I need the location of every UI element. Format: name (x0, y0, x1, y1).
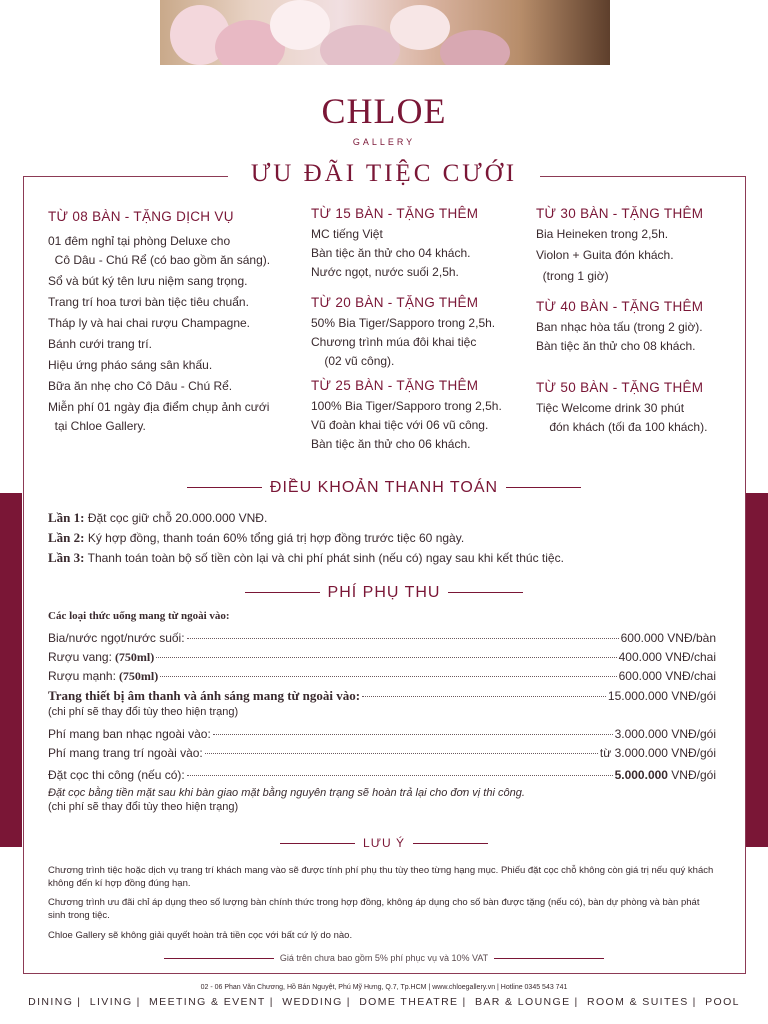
offer-col-08 (48, 207, 270, 436)
payment-text: Ký hợp đồng, thanh toán 60% tổng giá trị hợp đồng trước tiệc 60 ngày. (87, 531, 465, 545)
offer-item: Miễn phí 01 ngày địa điểm chụp ảnh cưới (48, 400, 270, 414)
footer-nav: DINING | LIVING | MEETING & EVENT | WEDDING | DOME THEATRE | BAR & LOUNGE | ROOM & SUITES | POOL (28, 996, 740, 1008)
offer-item: 01 đêm nghỉ tại phòng Deluxe cho (48, 234, 231, 248)
nav-room-suites[interactable]: ROOM & SUITES (586, 996, 689, 1008)
offer-col-3 (536, 204, 707, 437)
payment-row (48, 510, 267, 526)
divider (280, 843, 355, 844)
payment-row (48, 530, 464, 546)
offer-item: (02 vũ công). (311, 354, 395, 368)
offer-col-2 (311, 204, 502, 454)
notes-title-text: LƯU Ý (363, 836, 405, 850)
fee-row (48, 669, 716, 684)
fee-label: Bia/nước ngọt/nước suối: (48, 631, 185, 645)
drinks-heading: Các loại thức uống mang từ ngoài vào: (48, 610, 230, 622)
fee-value: 600.000 VNĐ/bàn (620, 631, 716, 645)
equip-note: (chi phí sẽ thay đổi tùy theo hiện trạng) (48, 706, 239, 718)
offer-item: Nước ngọt, nước suối 2,5h. (311, 265, 459, 279)
page-title: ƯU ĐÃI TIỆC CƯỚI (228, 160, 540, 188)
deposit-note: Đặt cọc bằng tiền mặt sau khi bàn giao mặt bằng nguyên trạng sẽ hoàn trả lại cho đơn vị thi công. (48, 787, 525, 799)
offer-item: Bữa ăn nhẹ cho Cô Dâu - Chú Rể. (48, 379, 233, 393)
offer-item: Vũ đoàn khai tiệc với 06 vũ công. (311, 418, 489, 432)
fee-row (48, 768, 716, 782)
payment-text: Đặt cọc giữ chỗ 20.000.000 VNĐ. (87, 511, 268, 525)
offer-item: Tháp ly và hai chai rượu Champagne. (48, 316, 251, 330)
nav-dining[interactable]: DINING (28, 996, 74, 1008)
divider (164, 958, 274, 959)
offer-head: TỪ 08 BÀN - TẶNG DỊCH VỤ (48, 209, 234, 224)
fees-section-title (0, 584, 768, 602)
dot-leader (156, 657, 616, 658)
offer-item: Bàn tiệc ăn thử cho 04 khách. (311, 246, 471, 260)
nav-wedding[interactable]: WEDDING (282, 996, 343, 1008)
brand-subtitle: GALLERY (352, 137, 416, 147)
offer-item: Bia Heineken trong 2,5h. (536, 227, 669, 241)
payment-row (48, 550, 564, 566)
offer-item: Tiệc Welcome drink 30 phút (536, 401, 685, 415)
payment-section-title (0, 479, 768, 497)
payment-label: Lần 3: (48, 550, 85, 565)
note-item: Chloe Gallery sẽ không giải quyết hoàn trả tiền cọc với bất cứ lý do nào. (48, 930, 353, 941)
fee-label: Rượu mạnh: (48, 669, 116, 683)
fee-label: Phí mang ban nhạc ngoài vào: (48, 727, 211, 741)
fee-value-unit: VNĐ/gói (667, 768, 716, 782)
payment-label: Lần 1: (48, 510, 85, 525)
fee-row (48, 631, 716, 645)
offer-head: TỪ 25 BÀN - TẶNG THÊM (311, 378, 479, 393)
offer-item: MC tiếng Việt (311, 227, 383, 241)
fee-value-amount: 5.000.000 (614, 768, 668, 782)
dot-leader (362, 696, 606, 697)
dot-leader (205, 753, 598, 754)
fees-title-text: PHÍ PHỤ THU (327, 584, 441, 601)
nav-meeting-event[interactable]: MEETING & EVENT (149, 996, 266, 1008)
nav-bar-lounge[interactable]: BAR & LOUNGE (474, 996, 571, 1008)
offer-item: Bàn tiệc ăn thử cho 08 khách. (536, 339, 696, 353)
left-maroon-band (0, 493, 22, 847)
fee-label: Rượu vang: (48, 650, 112, 664)
fee-volume: (750ml) (118, 669, 159, 683)
divider (413, 843, 488, 844)
offer-head: TỪ 15 BÀN - TẶNG THÊM (311, 206, 479, 221)
divider (448, 592, 523, 593)
offer-head: TỪ 50 BÀN - TẶNG THÊM (536, 380, 704, 395)
offer-item: Bàn tiệc ăn thử cho 06 khách. (311, 437, 471, 451)
offer-item: (trong 1 giờ) (536, 269, 609, 283)
divider (245, 592, 320, 593)
offer-item: Trang trí hoa tươi bàn tiệc tiêu chuẩn. (48, 295, 249, 309)
divider (494, 958, 604, 959)
vat-text: Giá trên chưa bao gồm 5% phí phục vụ và 10% VAT (279, 953, 489, 963)
payment-label: Lần 2: (48, 530, 85, 545)
fee-value: từ 3.000.000 VNĐ/gói (599, 746, 716, 760)
dot-leader (213, 734, 613, 735)
nav-pool[interactable]: POOL (705, 996, 740, 1008)
note-item: Chương trình tiệc hoặc dịch vụ trang trí khách mang vào sẽ được tính phí phụ thu tùy theo từng hạng mục. Phiếu đặt cọc chỗ không còn giá trị nếu quý khách không đến kí hợp đồng đúng hạn. (48, 865, 714, 889)
fee-value: 3.000.000 VNĐ/gói (614, 727, 716, 741)
brand-logo: CHLOE (321, 91, 447, 131)
offer-item: Cô Dâu - Chú Rể (có bao gồm ăn sáng). (48, 253, 271, 267)
divider (187, 487, 262, 488)
offer-item: Sổ và bút ký tên lưu niệm sang trọng. (48, 274, 248, 288)
dot-leader (160, 676, 616, 677)
dot-leader (187, 638, 619, 639)
fee-value (615, 768, 716, 782)
fee-row (48, 650, 716, 665)
right-maroon-band (746, 493, 768, 847)
fee-label: Phí mang trang trí ngoài vào: (48, 746, 203, 760)
notes-section-title (0, 836, 768, 850)
offer-head: TỪ 20 BÀN - TẶNG THÊM (311, 295, 479, 310)
offer-item: Violon + Guita đón khách. (536, 248, 674, 262)
offer-head: TỪ 30 BÀN - TẶNG THÊM (536, 206, 704, 221)
fee-row (48, 688, 716, 704)
offer-item: đón khách (tối đa 100 khách). (536, 420, 708, 434)
fee-value: 15.000.000 VNĐ/gói (607, 689, 716, 703)
deposit-note-2: (chi phí sẽ thay đổi tùy theo hiện trạng) (48, 801, 239, 813)
address-line: 02 - 06 Phan Văn Chương, Hồ Bán Nguyệt, Phú Mỹ Hưng, Q.7, Tp.HCM | www.chloegallery.vn | Hotline 0345 543 741 (200, 984, 568, 991)
fee-label: Đặt cọc thi công (nếu có): (48, 768, 185, 782)
offer-head: TỪ 40 BÀN - TẶNG THÊM (536, 299, 704, 314)
divider (506, 487, 581, 488)
wedding-photo (160, 0, 610, 65)
fee-label: Trang thiết bị âm thanh và ánh sáng mang từ ngoài vào: (48, 688, 361, 703)
payment-text: Thanh toán toàn bộ số tiền còn lại và chi phí phát sinh (nếu có) ngay sau khi kết thúc tiệc. (87, 551, 564, 565)
dot-leader (187, 775, 613, 776)
fee-volume: (750ml) (114, 650, 155, 664)
offer-item: 100% Bia Tiger/Sapporo trong 2,5h. (311, 399, 502, 413)
offer-item: Hiệu ứng pháo sáng sân khấu. (48, 358, 213, 372)
offer-item: Bánh cưới trang trí. (48, 337, 152, 351)
payment-title-text: ĐIỀU KHOẢN THANH TOÁN (269, 479, 499, 496)
offer-item: tại Chloe Gallery. (48, 419, 146, 433)
nav-living[interactable]: LIVING (89, 996, 133, 1008)
nav-dome-theatre[interactable]: DOME THEATRE (359, 996, 459, 1008)
offer-item: 50% Bia Tiger/Sapporo trong 2,5h. (311, 316, 496, 330)
fee-row (48, 727, 716, 741)
fee-value: 400.000 VNĐ/chai (618, 650, 716, 664)
fee-value: 600.000 VNĐ/chai (618, 669, 716, 683)
note-item: Chương trình ưu đãi chỉ áp dụng theo số lượng bàn chính thức trong hợp đồng, không áp dụng cho số bàn được tặng (nếu có), bàn dự phòng và bàn phát sinh trong tiệc. (48, 897, 700, 921)
offer-item: Chương trình múa đôi khai tiệc (311, 335, 477, 349)
fee-row (48, 746, 716, 760)
vat-note (0, 953, 768, 963)
offer-item: Ban nhạc hòa tấu (trong 2 giờ). (536, 320, 703, 334)
